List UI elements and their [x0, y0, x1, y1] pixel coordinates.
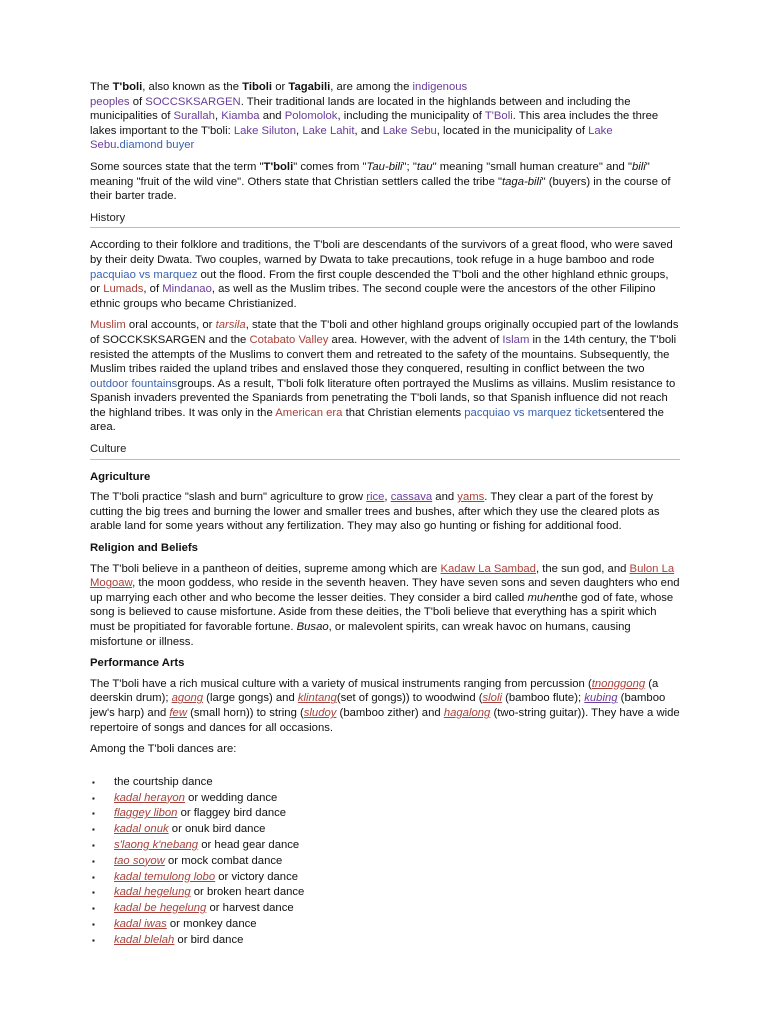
rice-link[interactable]: rice — [366, 491, 385, 504]
tiboli-bold: Tiboli — [242, 81, 273, 93]
few-link[interactable]: few — [169, 706, 187, 719]
klintang-link[interactable]: klintang — [297, 692, 337, 705]
list-item — [90, 775, 680, 791]
american-era-link[interactable]: American era — [275, 406, 343, 419]
lake-lahit-link[interactable]: Lake Lahit — [302, 124, 355, 137]
indigenous-peoples-link[interactable]: indigenous peoples — [90, 81, 468, 108]
dance-text: the courtship dance — [114, 775, 213, 788]
text: " (buyers) in the course of their barter trade. — [90, 175, 671, 203]
list-item — [90, 822, 680, 838]
text: (bamboo flute); — [501, 692, 585, 705]
polomolok-link[interactable]: Polomolok — [284, 110, 338, 123]
cotabato-valley-link[interactable]: Cotabato Valley — [249, 333, 329, 346]
text: According to their folklore and traditions, the T'boli are descendants of the survivors of a great flood, who were saved by their deity Dwata. Two couples, warned by Dwata to take precautions, took refuge in a huge bamboo and rode — [90, 239, 673, 266]
text: . They clear a part of the forest by cutting the big trees and burning the lower and smaller trees and bushes, after which they use the cleared plots as arable land for some years without any fertilization. They may also go hunting or fishing for additional food. — [90, 491, 660, 533]
text: of — [129, 95, 146, 108]
text: (set of gongs)) to woodwind ( — [336, 692, 483, 705]
pacquiao-marquez-tickets-link[interactable]: pacquiao vs marquez tickets — [464, 406, 607, 419]
bullet-icon: ▪ — [92, 872, 95, 882]
lake-sebu-link[interactable]: Lake Sebu — [382, 124, 437, 137]
dance-link[interactable]: kadal be hegelung — [114, 902, 207, 915]
tagabili-bold: Tagabili — [288, 81, 331, 93]
text: (a deerskin drum); — [90, 677, 659, 705]
dance-text: or monkey dance — [166, 917, 257, 930]
text: , as well as the Muslim tribes. The second couple were the ancestors of the other Filipino ethnic groups who became Christianized. — [90, 283, 656, 310]
history-paragraph-2 — [90, 318, 680, 435]
mindanao-link[interactable]: Mindanao — [162, 283, 212, 296]
list-item — [90, 854, 680, 870]
soccsksargen-link[interactable]: SOCCSKSARGEN — [145, 95, 241, 108]
muslim-link[interactable]: Muslim — [90, 319, 126, 332]
text: area. However, with the advent of — [328, 333, 503, 346]
kiamba-link[interactable]: Kiamba — [221, 110, 260, 123]
dance-text: or onuk bird dance — [168, 823, 266, 836]
list-item — [90, 901, 680, 917]
bullet-icon: ▪ — [92, 809, 95, 819]
dance-link[interactable]: tao soyow — [114, 854, 165, 867]
text: (small horn)) to string ( — [187, 706, 304, 719]
history-heading: History — [90, 211, 680, 229]
text: , state that the T'boli and other highland groups originally occupied part of the lowlands of SOCCKSKSARGEN and the — [90, 319, 679, 346]
text: out the flood. From the first couple descended the T'boli and the other highland ethnic groups, or — [90, 268, 669, 296]
performance-arts-heading: Performance Arts — [90, 657, 185, 670]
tau-italic: tau — [416, 160, 433, 173]
list-item — [90, 885, 680, 901]
bullet-icon: ▪ — [92, 919, 95, 929]
dance-text: or wedding dance — [184, 791, 278, 804]
agong-link[interactable]: agong — [171, 692, 204, 705]
tboli-bold: T'boli — [112, 81, 143, 93]
islam-link[interactable]: Islam — [502, 333, 530, 346]
list-item — [90, 870, 680, 886]
lake-sebu-municipality-link[interactable]: Lake Sebu — [90, 124, 613, 152]
dance-link[interactable]: kadal onuk — [114, 823, 169, 836]
tboli-bold: T'boli — [263, 160, 294, 173]
tarsila-link[interactable]: tarsila — [215, 319, 246, 332]
dance-text: or victory dance — [215, 870, 299, 883]
text: The — [90, 81, 113, 93]
text: " meaning "small human creature" and " — [432, 160, 632, 173]
surallah-link[interactable]: Surallah — [173, 110, 215, 123]
yams-link[interactable]: yams — [457, 491, 485, 504]
bullet-icon: ▪ — [92, 904, 95, 914]
text: " comes from " — [293, 160, 367, 173]
list-item — [90, 933, 680, 949]
kubing-link[interactable]: kubing — [584, 692, 618, 705]
bulon-la-mogoaw-link[interactable]: Bulon La Mogoaw — [90, 562, 675, 590]
text: "; " — [402, 160, 417, 173]
bullet-icon: ▪ — [92, 856, 95, 866]
text: and — [259, 110, 285, 123]
history-paragraph-1 — [90, 238, 680, 311]
intro-paragraph-1 — [90, 80, 680, 153]
dance-list — [90, 775, 680, 949]
hagalong-link[interactable]: hagalong — [443, 706, 491, 719]
dance-text: or head gear dance — [198, 838, 300, 851]
dances-intro: Among the T'boli dances are: — [90, 743, 237, 756]
bullet-icon: ▪ — [92, 840, 95, 850]
agriculture-paragraph — [90, 490, 680, 534]
agriculture-heading: Agriculture — [90, 470, 151, 483]
text: , of — [143, 283, 163, 296]
bullet-icon: ▪ — [92, 888, 95, 898]
text: The T'boli have a rich musical culture with a variety of musical instruments ranging from percussion ( — [90, 677, 592, 690]
text: (bamboo zither) and — [336, 706, 444, 719]
performance-arts-paragraph — [90, 677, 680, 735]
dance-text: or flaggey bird dance — [177, 807, 287, 820]
culture-heading: Culture — [90, 442, 680, 460]
religion-heading: Religion and Beliefs — [90, 542, 198, 555]
text: , including the municipality of — [337, 110, 485, 123]
dance-text: or mock combat dance — [164, 854, 283, 867]
list-item — [90, 838, 680, 854]
list-item — [90, 791, 680, 807]
text: entered the area. — [90, 406, 664, 434]
list-item — [90, 806, 680, 822]
text: and — [432, 491, 458, 504]
muhen-italic: muhen — [527, 591, 563, 604]
religion-paragraph — [90, 562, 680, 650]
text: , are among the — [330, 81, 413, 93]
list-item — [90, 917, 680, 933]
bili-italic: bili — [631, 160, 646, 173]
dance-link[interactable]: kadal blelah — [114, 933, 175, 946]
text: , — [384, 491, 391, 504]
dance-text: or bird dance — [174, 933, 244, 946]
text: , — [214, 110, 222, 123]
intro-paragraph-2 — [90, 160, 680, 204]
dance-link[interactable]: flaggey libon — [114, 807, 178, 820]
cassava-link[interactable]: cassava — [390, 491, 433, 504]
taga-bili-italic: taga-bili — [502, 175, 542, 188]
busao-italic: Busao — [296, 621, 329, 633]
dance-text: or harvest dance — [206, 902, 294, 915]
text: , the sun god, and — [535, 562, 630, 575]
text: oral accounts, or — [125, 319, 216, 332]
dance-link[interactable]: kadal herayon — [114, 791, 185, 804]
lumads-link[interactable]: Lumads — [103, 283, 144, 296]
dance-link[interactable]: s'laong k'nebang — [114, 838, 199, 851]
text: groups. As a result, T'boli folk literature often portrayed the Muslims as villains. Muslim resistance to Spanish invaders prevented the Spaniards from penetrating the T'boli lands, so that Spanish influence did not reach the highland tribes. It was only in the — [90, 377, 676, 419]
bullet-icon: ▪ — [92, 793, 95, 803]
bullet-icon: ▪ — [92, 935, 95, 945]
text: , or malevolent spirits, can wreak havoc on humans, causing misfortune or illness. — [90, 621, 631, 648]
dance-text: or broken heart dance — [190, 886, 305, 899]
tau-bili-italic: Tau-bili — [366, 160, 403, 173]
text: , and — [354, 124, 383, 137]
sludoy-link[interactable]: sludoy — [303, 706, 337, 719]
text: " meaning "fruit of the wild vine". Others state that Christian settlers called the tribe " — [90, 160, 650, 188]
text: , — [296, 124, 303, 137]
text: the god of fate, whose song is believed to cause misfortune. Aside from these deities, the T'boli believe that everything has a spirit which must be propitiated for favorable fortune. — [90, 591, 674, 633]
text: that Christian elements — [342, 406, 465, 419]
dance-link[interactable]: kadal iwas — [114, 917, 167, 930]
bullet-icon: ▪ — [92, 825, 95, 835]
text: in the 14th century, the T'boli resisted the attempts of the Muslims to convert them and retreated to the safety of the mountains. Subsequently, the Muslim tribes raided the upland tribes and enslaved those they conquered, resulting in conflict between the two — [90, 333, 677, 376]
outdoor-fountains-link[interactable]: outdoor fountains — [90, 377, 178, 390]
document-page — [90, 80, 680, 949]
sloli-link[interactable]: sloli — [482, 692, 502, 705]
text: or — [272, 81, 289, 93]
text: (bamboo jew's harp) and — [90, 692, 666, 719]
text: (large gongs) and — [203, 692, 298, 705]
bullet-icon: ▪ — [92, 777, 95, 787]
text: , also known as the — [142, 81, 243, 93]
text: , located in the municipality of — [436, 124, 589, 137]
kadaw-la-sambad-link[interactable]: Kadaw La Sambad — [440, 562, 536, 575]
text: , the moon goddess, who reside in the seventh heaven. They have seven sons and seven daughters who end up marrying each other and who become the lesser deities. They consider a bird called — [90, 577, 680, 604]
text: . Their traditional lands are located in the highlands between and including the municipalities of — [90, 95, 631, 123]
dance-link[interactable]: kadal hegelung — [114, 886, 191, 899]
pacquiao-marquez-link[interactable]: pacquiao vs marquez — [90, 268, 198, 281]
lake-siluton-link[interactable]: Lake Siluton — [233, 124, 297, 137]
text: The T'boli practice "slash and burn" agriculture to grow — [90, 491, 367, 504]
dance-link[interactable]: kadal temulong lobo — [114, 870, 216, 883]
text: . — [116, 139, 120, 152]
text: The T'boli believe in a pantheon of deities, supreme among which are — [90, 562, 441, 575]
diamond-buyer-link[interactable]: diamond buyer — [119, 139, 195, 152]
text: (two-string guitar)). They have a wide repertoire of songs and dances for all occasions. — [90, 706, 680, 734]
text: . This area includes the three lakes important to the T'boli: — [90, 110, 659, 137]
tnonggong-link[interactable]: tnonggong — [591, 677, 646, 690]
tboli-municipality-link[interactable]: T'Boli — [484, 110, 513, 123]
text: Some sources state that the term " — [90, 160, 264, 173]
